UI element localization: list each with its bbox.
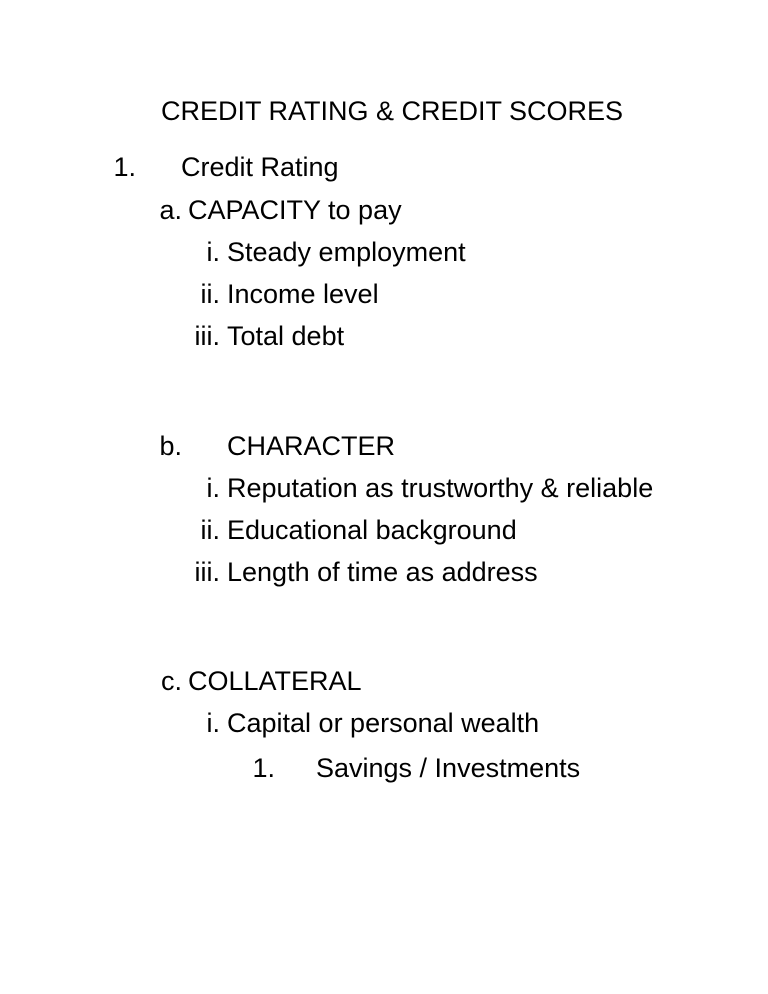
list-item-numeral: i. [206,473,220,503]
list-item-numeral: ii. [200,515,220,545]
group-a-heading: CAPACITY to pay [188,195,402,225]
list-item: Capital or personal wealth [227,708,540,738]
page-title: CREDIT RATING & CREDIT SCORES [161,96,624,126]
list-item: Length of time as address [227,557,538,587]
list-item: Reputation as trustworthy & reliable [227,473,654,503]
sub-item: Savings / Investments [316,753,581,783]
list-item: Income level [227,279,379,309]
group-c-letter: c. [160,666,182,696]
list-item: Educational background [227,515,517,545]
section-number: 1. [113,152,136,182]
group-a-letter: a. [159,195,182,225]
group-c-heading: COLLATERAL [188,666,362,696]
sub-item-number: 1. [252,753,275,783]
list-item-numeral: iii. [194,557,220,587]
list-item-numeral: iii. [194,321,220,351]
list-item: Steady employment [227,237,466,267]
section-heading: Credit Rating [181,152,339,182]
list-item: Total debt [227,321,345,351]
list-item-numeral: ii. [200,279,220,309]
list-item-numeral: i. [206,237,220,267]
group-b-letter: b. [159,431,182,461]
list-item-numeral: i. [206,708,220,738]
group-b-heading: CHARACTER [227,431,396,461]
